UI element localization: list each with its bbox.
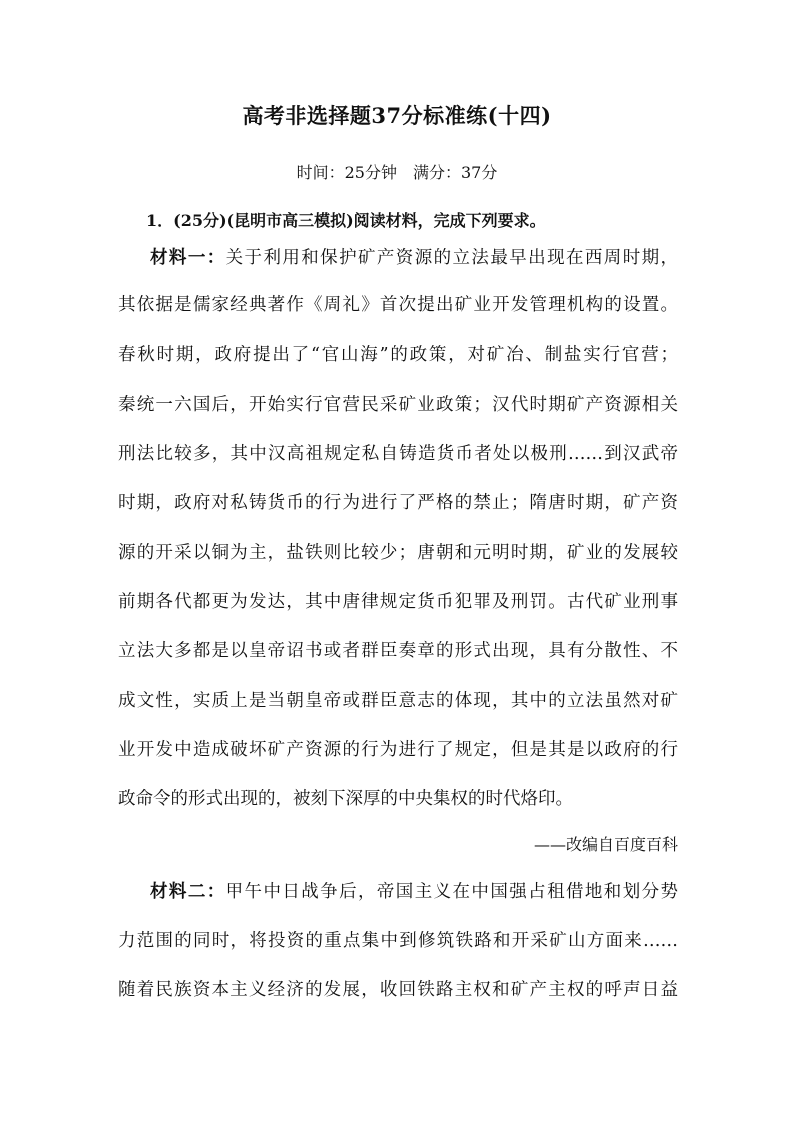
material2-line: 力范围的同时，将投资的重点集中到修筑铁路和开采矿山方面来…… [118, 931, 678, 951]
material1-line: 刑法比较多，其中汉高祖规定私自铸造货币者处以极刑……到汉武帝 [118, 444, 678, 464]
exam-time-score: 时间：25分钟 满分：37分 [296, 163, 498, 182]
material1-line: 立法大多都是以皇帝诏书或者群臣奏章的形式出现，具有分散性、不 [118, 641, 678, 661]
material2-label: 材料二： [150, 882, 226, 902]
material2-line [150, 882, 678, 902]
material1-line: 时期，政府对私铸货币的行为进行了严格的禁止；隋唐时期，矿产资 [118, 493, 678, 513]
material1-line: 成文性，实质上是当朝皇帝或群臣意志的体现，其中的立法虽然对矿 [118, 691, 678, 711]
question-intro: 1．(25分)(昆明市高三模拟)阅读材料，完成下列要求。 [146, 211, 546, 230]
page-title: 高考非选择题37分标准练(十四) [242, 103, 552, 128]
material1-label: 材料一： [150, 248, 226, 268]
material1-line: 其依据是儒家经典著作《周礼》首次提出矿业开发管理机构的设置。 [118, 295, 678, 315]
material1-line: 政命令的形式出现的，被刻下深厚的中央集权的时代烙印。 [118, 789, 573, 809]
material1-line: 春秋时期，政府提出了“官山海”的政策，对矿冶、制盐实行官营； [118, 345, 678, 365]
material1-line: 源的开采以铜为主，盐铁则比较少；唐朝和元明时期，矿业的发展较 [118, 543, 678, 563]
material2-line: 随着民族资本主义经济的发展，收回铁路主权和矿产主权的呼声日益 [118, 980, 678, 1000]
material1-text: 关于利用和保护矿产资源的立法最早出现在西周时期， [225, 248, 679, 268]
material1-line: 业开发中造成破坏矿产资源的行为进行了规定，但是其是以政府的行 [118, 740, 678, 760]
material1-line: 秦统一六国后，开始实行官营民采矿业政策；汉代时期矿产资源相关 [118, 395, 678, 415]
material2-text: 甲午中日战争后，帝国主义在中国强占租借地和划分势 [225, 882, 679, 902]
material1-source: ——改编自百度百科 [533, 835, 678, 854]
material1-line [150, 248, 678, 268]
material1-line: 前期各代都更为发达，其中唐律规定货币犯罪及刑罚。古代矿业刑事 [118, 592, 678, 612]
